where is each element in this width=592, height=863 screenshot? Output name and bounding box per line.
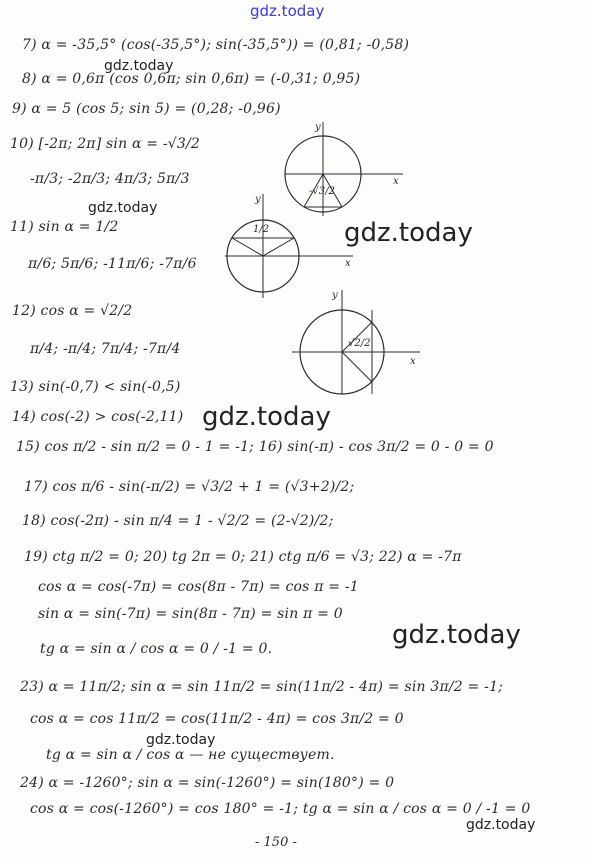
watermark: gdz.today xyxy=(88,200,158,216)
solution-line: -π/3; -2π/3; 4π/3; 5π/3 xyxy=(30,171,190,187)
watermark: gdz.today xyxy=(466,817,536,833)
solution-line: 13) sin(-0,7) < sin(-0,5) xyxy=(10,379,181,395)
page-number: - 150 - xyxy=(255,835,297,850)
x-axis-label: x xyxy=(393,176,399,187)
x-axis-label: x xyxy=(345,258,351,269)
y-axis-label: y xyxy=(315,122,321,133)
watermark: gdz.today xyxy=(344,218,473,248)
solution-line: sin α = sin(-7π) = sin(8π - 7π) = sin π = 0 xyxy=(38,606,343,622)
solution-line: π/4; -π/4; 7π/4; -7π/4 xyxy=(30,341,181,357)
solution-line: π/6; 5π/6; -11π/6; -7π/6 xyxy=(28,256,197,272)
watermark: gdz.today xyxy=(392,620,521,650)
solution-line: tg α = sin α / cos α = 0 / -1 = 0. xyxy=(40,641,273,657)
x-axis-label: x xyxy=(410,356,416,367)
solution-line: cos α = cos 11π/2 = cos(11π/2 - 4π) = cos 3π/2 = 0 xyxy=(30,711,404,727)
solution-line: 10) [-2π; 2π] sin α = -√3/2 xyxy=(10,136,201,152)
solution-line: 17) cos π/6 - sin(-π/2) = √3/2 + 1 = (√3+2)/2; xyxy=(24,479,355,495)
solution-line: 15) cos π/2 - sin π/2 = 0 - 1 = -1; 16) sin(-π) - cos 3π/2 = 0 - 0 = 0 xyxy=(16,439,494,455)
solution-line: 18) cos(-2π) - sin π/4 = 1 - √2/2 = (2-√2)/2; xyxy=(22,513,334,529)
solution-line: 9) α = 5 (cos 5; sin 5) = (0,28; -0,96) xyxy=(12,101,281,117)
solution-line: 19) ctg π/2 = 0; 20) tg 2π = 0; 21) ctg π/6 = √3; 22) α = -7π xyxy=(24,549,462,565)
watermark: gdz.today xyxy=(202,402,331,432)
y-axis-label: y xyxy=(255,194,261,205)
watermark: gdz.today xyxy=(146,732,216,748)
solution-line: cos α = cos(-1260°) = cos 180° = -1; tg α = sin α / cos α = 0 / -1 = 0 xyxy=(30,801,531,817)
solution-line: 12) cos α = √2/2 xyxy=(12,303,133,319)
solution-line: tg α = sin α / cos α — не существует. xyxy=(46,747,335,763)
mark-label: -√3/2 xyxy=(309,186,335,197)
watermark-top[interactable]: gdz.today xyxy=(250,2,325,20)
solution-line: 24) α = -1260°; sin α = sin(-1260°) = sin(180°) = 0 xyxy=(20,775,395,791)
solution-line: 8) α = 0,6π (cos 0,6π; sin 0,6π) = (-0,31; 0,95) xyxy=(22,71,361,87)
solution-line: 23) α = 11π/2; sin α = sin 11π/2 = sin(11π/2 - 4π) = sin 3π/2 = -1; xyxy=(20,679,504,695)
y-axis-label: y xyxy=(332,290,338,301)
mark-label: 1/2 xyxy=(253,224,270,235)
unit-circle-figure-2 xyxy=(225,190,355,300)
solution-line: 7) α = -35,5° (cos(-35,5°); sin(-35,5°)) = (0,81; -0,58) xyxy=(22,37,410,53)
mark-label: √2/2 xyxy=(348,338,371,349)
solution-line: 11) sin α = 1/2 xyxy=(10,219,119,235)
solution-line: cos α = cos(-7π) = cos(8π - 7π) = cos π = -1 xyxy=(38,579,359,595)
unit-circle-figure-3 xyxy=(292,286,422,396)
watermark: gdz.today xyxy=(104,58,174,74)
solution-line: 14) cos(-2) > cos(-2,11) xyxy=(12,409,184,425)
